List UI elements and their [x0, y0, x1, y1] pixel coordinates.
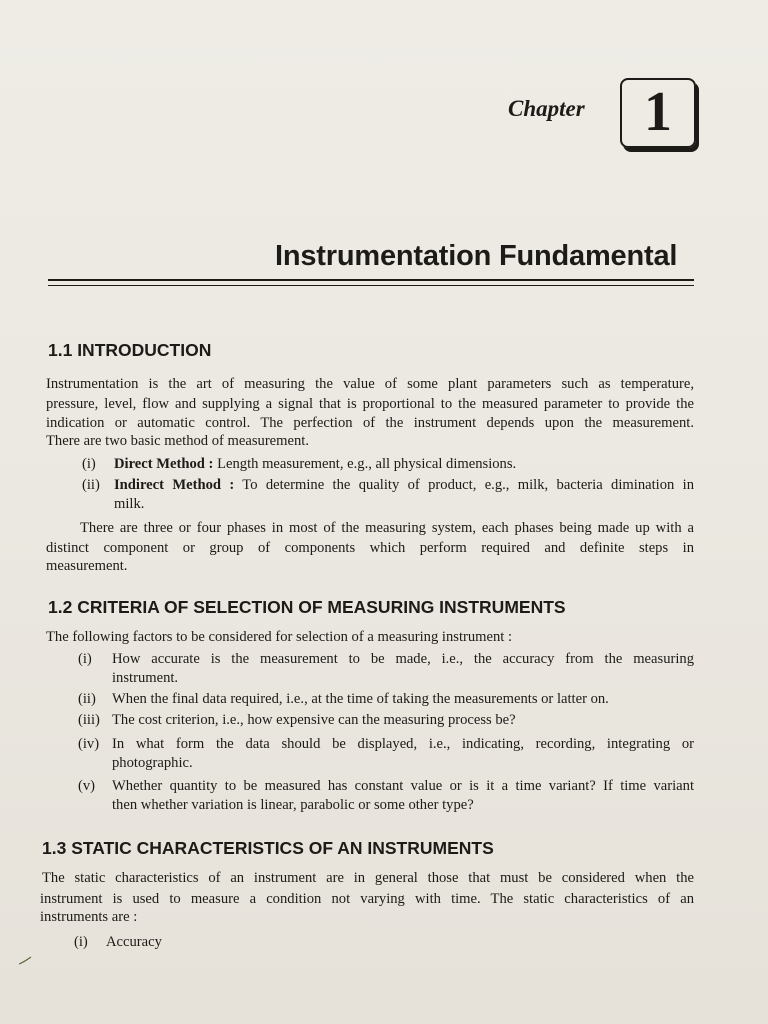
criteria-item-display-form: [78, 735, 694, 773]
list-item-line: Whether quantity to be measured has constant value or is it a time variant? If time variant: [112, 778, 694, 794]
list-item-number: (i): [78, 651, 92, 667]
pencil-mark-icon: [18, 955, 32, 965]
criteria-item-cost: [78, 711, 694, 731]
list-item-line: In what form the data should be displayed, i.e., indicating, recording, integrating or: [112, 736, 694, 752]
list-item-number: (ii): [78, 691, 96, 707]
list-item-line: instrument.: [112, 670, 179, 686]
section-heading-static-characteristics: 1.3 STATIC CHARACTERISTICS OF AN INSTRUMENTS: [42, 838, 494, 858]
chapter-title: Instrumentation Fundamental: [275, 240, 678, 272]
list-item-number: (i): [74, 934, 88, 950]
list-item-number: (ii): [82, 477, 100, 493]
list-item-number: (v): [78, 778, 96, 794]
list-item-line: When the final data required, i.e., at the time of taking the measurements or latter on.: [112, 691, 609, 707]
intro-paragraph-line: There are two basic method of measurement.: [46, 433, 309, 449]
phases-paragraph-line: distinct component or group of components which perform required and definite steps in: [46, 540, 694, 556]
section-heading-criteria: 1.2 CRITERIA OF SELECTION OF MEASURING INSTRUMENTS: [48, 597, 566, 617]
intro-paragraph-line: pressure, level, flow and supplying a signal that is proportional to the measured parameter to provide the: [46, 396, 694, 412]
list-item-number: (iii): [78, 712, 100, 728]
static-paragraph-line: instruments are :: [40, 909, 138, 925]
intro-paragraph-line: indication or automatic control. The perfection of the instrument depends upon the measurement.: [46, 415, 694, 431]
list-item-term: Direct Method :: [114, 456, 214, 472]
phases-paragraph-line: There are three or four phases in most of the measuring system, each phases being made up with a: [80, 520, 694, 536]
title-rule-thick: [48, 279, 694, 281]
list-item-line: photographic.: [112, 755, 193, 771]
phases-paragraph-line: measurement.: [46, 558, 128, 574]
list-item-number: (iv): [78, 736, 100, 752]
list-item-text: [114, 455, 694, 473]
section-heading-introduction: 1.1 INTRODUCTION: [48, 340, 212, 360]
list-item-text: [114, 476, 694, 494]
list-item-line: The cost criterion, i.e., how expensive can the measuring process be?: [112, 712, 516, 728]
chapter-label: Chapter: [508, 96, 585, 121]
chapter-number: 1: [644, 81, 672, 143]
list-item-direct-method: [82, 455, 694, 475]
criteria-item-accuracy: [78, 650, 694, 688]
list-item-line: Length measurement, e.g., all physical dimensions.: [217, 456, 517, 472]
list-item-line: How accurate is the measurement to be made, i.e., the accuracy from the measuring: [112, 651, 694, 667]
list-item-term: Indirect Method :: [114, 477, 235, 493]
list-item-line: then whether variation is linear, parabolic or some other type?: [112, 797, 474, 813]
static-paragraph-line: The static characteristics of an instrument are in general those that must be considered when the: [42, 870, 694, 886]
list-item-indirect-method: [82, 476, 694, 516]
list-item-number: (i): [82, 456, 96, 472]
chapter-number-box: [620, 78, 696, 148]
criteria-intro: The following factors to be considered for selection of a measuring instrument :: [46, 629, 513, 645]
criteria-item-final-data: [78, 690, 694, 710]
title-rule-thin: [48, 285, 694, 286]
static-item-accuracy: [74, 933, 374, 953]
list-item-line: milk.: [114, 496, 145, 512]
list-item-line: Accuracy: [106, 934, 162, 950]
static-paragraph-line: instrument is used to measure a condition not varying with time. The static characteristics of an: [40, 891, 694, 907]
intro-paragraph-line: Instrumentation is the art of measuring the value of some plant parameters such as temperature,: [46, 376, 694, 392]
criteria-item-time-variant: [78, 777, 694, 815]
list-item-line: To determine the quality of product, e.g., milk, bacteria dimination in: [242, 477, 694, 493]
